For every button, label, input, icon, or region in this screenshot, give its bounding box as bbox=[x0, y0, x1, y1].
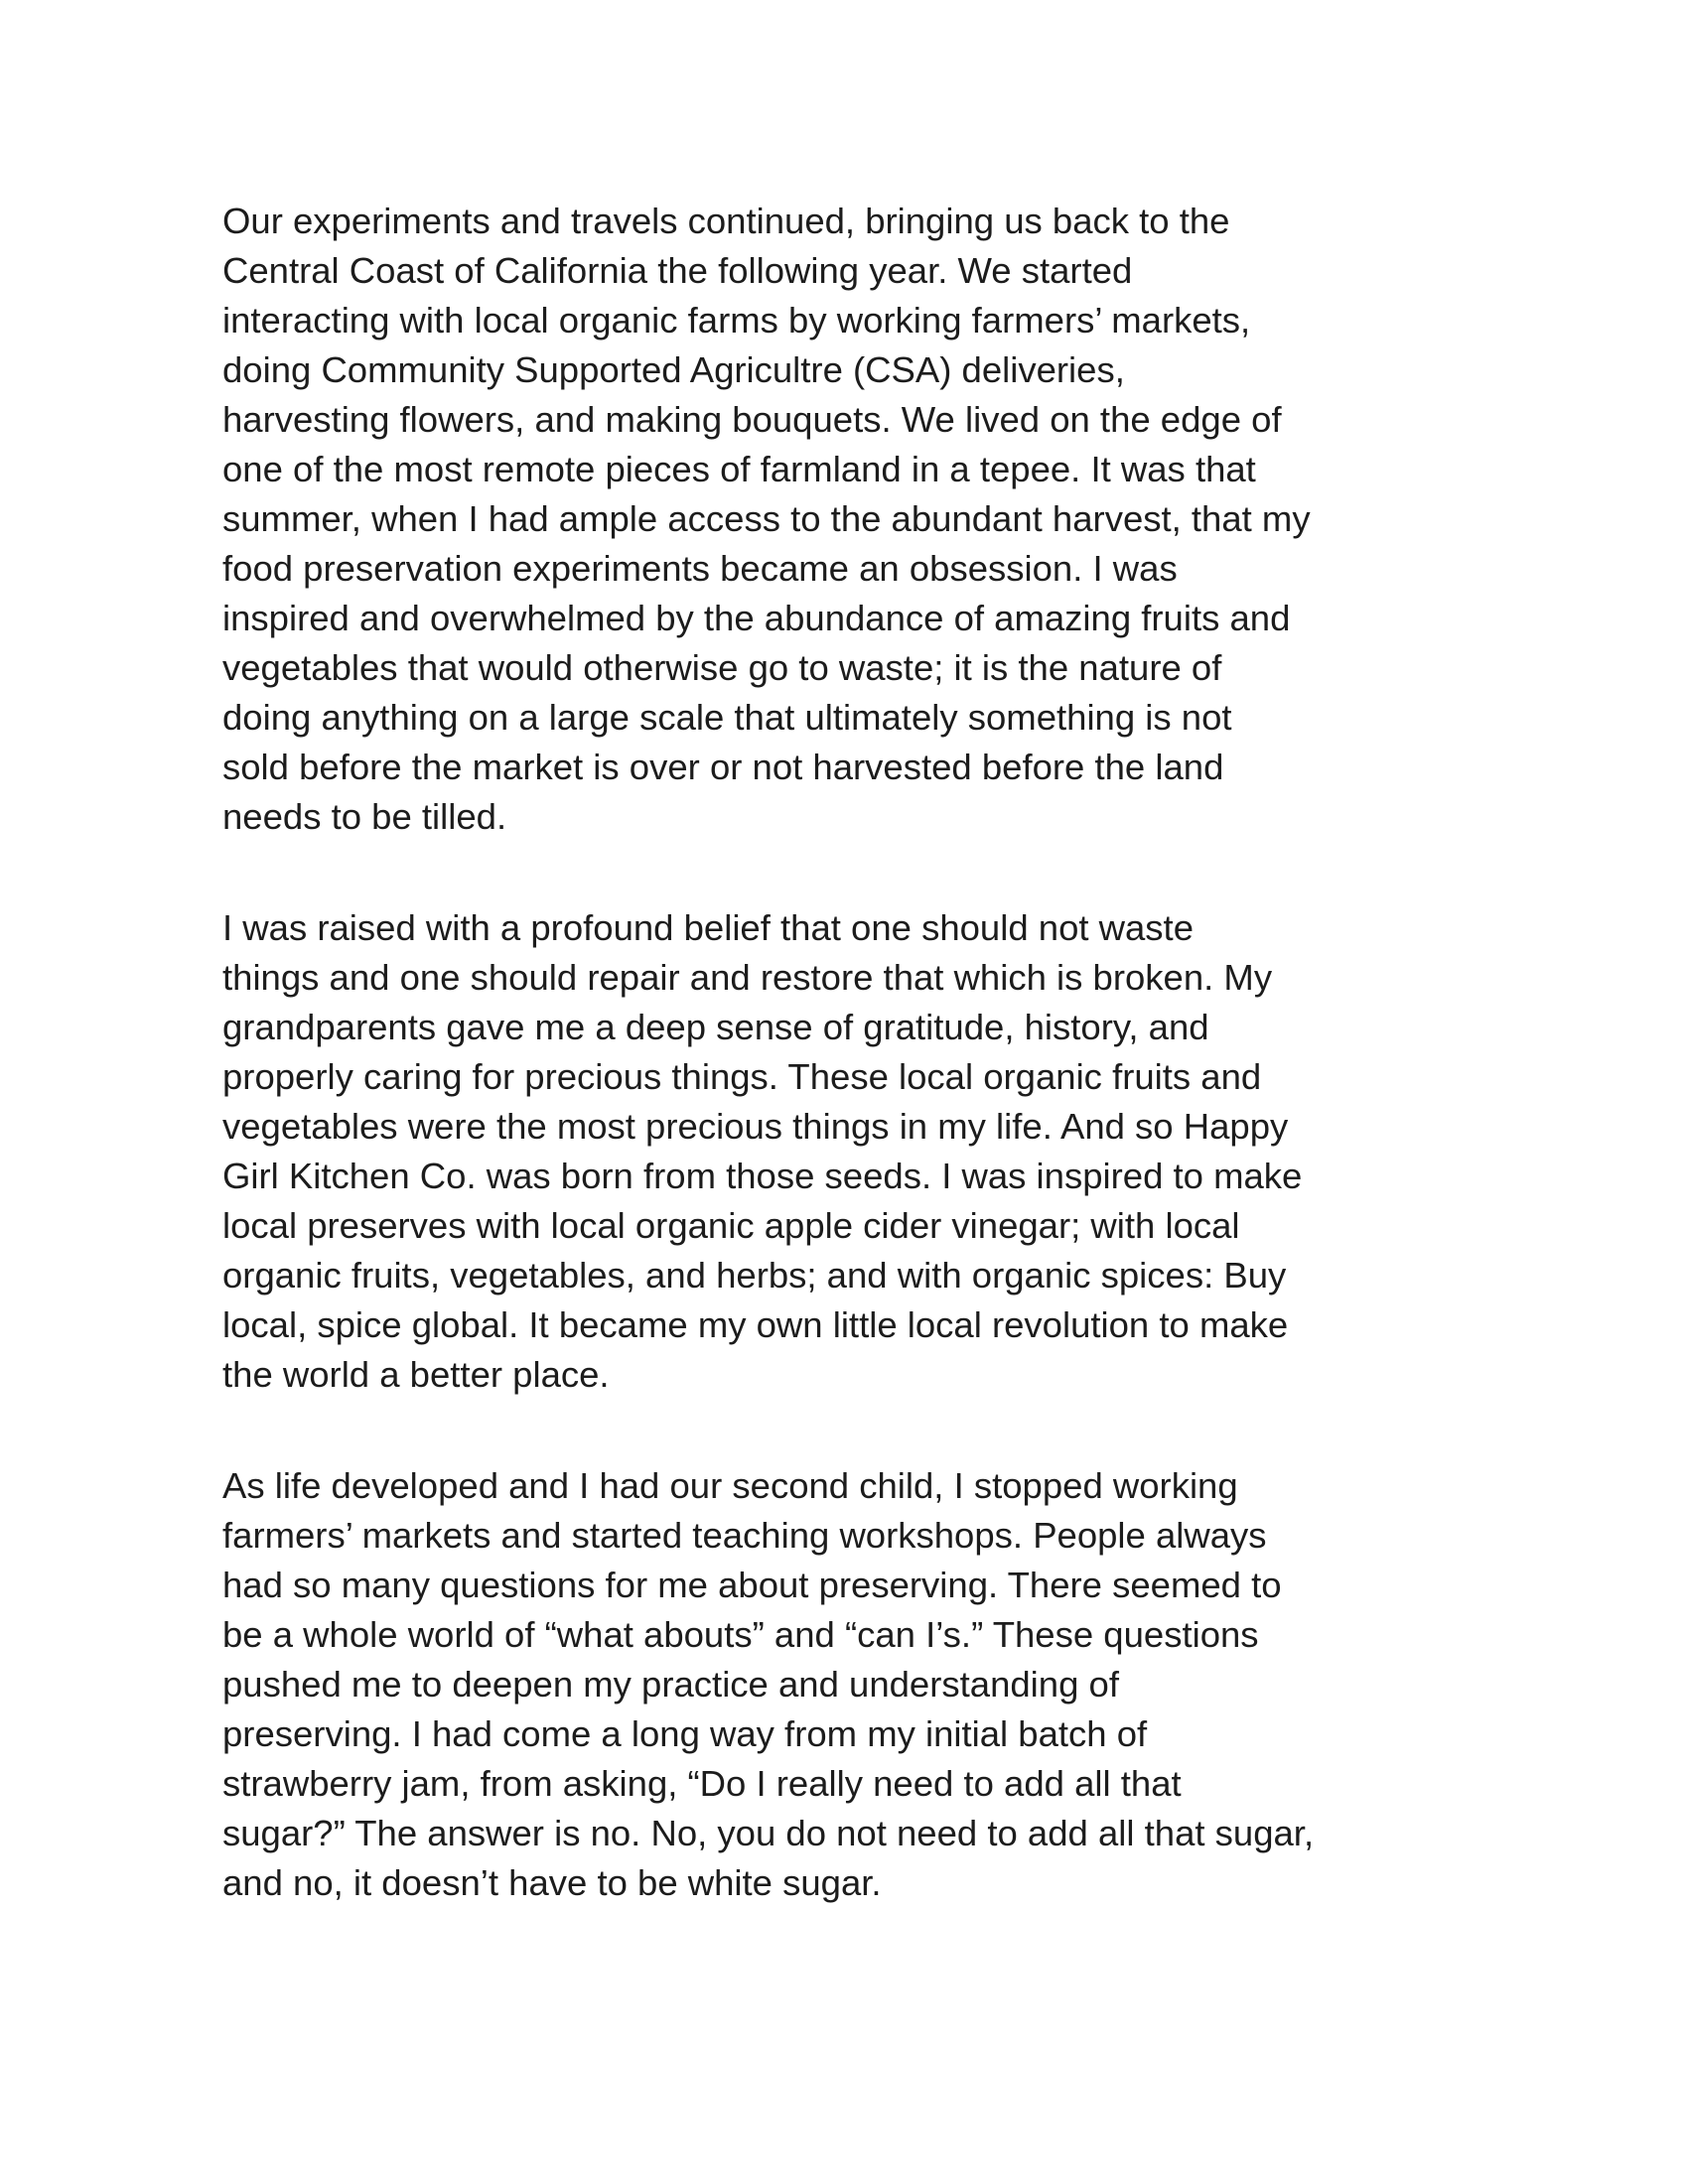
paragraph-line: vegetables were the most precious things in my life. And so Happy bbox=[222, 1106, 1289, 1147]
paragraph-line: harvesting flowers, and making bouquets. We lived on the edge of bbox=[222, 399, 1282, 440]
paragraph-3 bbox=[222, 1461, 1503, 1908]
paragraph-line: the world a better place. bbox=[222, 1354, 610, 1395]
paragraph-line: local, spice global. It became my own little local revolution to make bbox=[222, 1304, 1289, 1345]
paragraph-line: sold before the market is over or not harvested before the land bbox=[222, 747, 1224, 787]
paragraph-line: Central Coast of California the following year. We started bbox=[222, 250, 1133, 291]
paragraph-line: doing anything on a large scale that ultimately something is not bbox=[222, 697, 1232, 738]
paragraph-line: needs to be tilled. bbox=[222, 796, 507, 837]
paragraph-line: sugar?” The answer is no. No, you do not need to add all that sugar, bbox=[222, 1813, 1315, 1853]
paragraph-line: food preservation experiments became an obsession. I was bbox=[222, 548, 1178, 589]
paragraph-line: and no, it doesn’t have to be white sugar. bbox=[222, 1862, 882, 1903]
paragraph-line: As life developed and I had our second child, I stopped working bbox=[222, 1465, 1238, 1506]
paragraph-line: strawberry jam, from asking, “Do I really need to add all that bbox=[222, 1763, 1182, 1804]
paragraph-line: properly caring for precious things. These local organic fruits and bbox=[222, 1056, 1262, 1097]
paragraph-line: one of the most remote pieces of farmland in a tepee. It was that bbox=[222, 449, 1256, 489]
paragraph-line: inspired and overwhelmed by the abundance of amazing fruits and bbox=[222, 598, 1291, 638]
paragraph-1 bbox=[222, 197, 1503, 842]
paragraph-line: farmers’ markets and started teaching workshops. People always bbox=[222, 1515, 1267, 1556]
body-text bbox=[222, 197, 1503, 1970]
paragraph-2 bbox=[222, 903, 1503, 1400]
paragraph-line: things and one should repair and restore that which is broken. My bbox=[222, 957, 1273, 998]
paragraph-line: local preserves with local organic apple cider vinegar; with local bbox=[222, 1205, 1240, 1246]
paragraph-line: Girl Kitchen Co. was born from those seeds. I was inspired to make bbox=[222, 1156, 1303, 1196]
paragraph-line: doing Community Supported Agricultre (CSA) deliveries, bbox=[222, 349, 1125, 390]
paragraph-line: Our experiments and travels continued, bringing us back to the bbox=[222, 201, 1230, 241]
paragraph-line: I was raised with a profound belief that one should not waste bbox=[222, 907, 1194, 948]
paragraph-line: vegetables that would otherwise go to waste; it is the nature of bbox=[222, 647, 1222, 688]
paragraph-line: grandparents gave me a deep sense of gratitude, history, and bbox=[222, 1007, 1209, 1047]
paragraph-line: be a whole world of “what abouts” and “can I’s.” These questions bbox=[222, 1614, 1259, 1655]
paragraph-line: organic fruits, vegetables, and herbs; and with organic spices: Buy bbox=[222, 1255, 1287, 1296]
paragraph-line: had so many questions for me about preserving. There seemed to bbox=[222, 1565, 1282, 1605]
paragraph-line: pushed me to deepen my practice and understanding of bbox=[222, 1664, 1119, 1705]
paragraph-line: preserving. I had come a long way from my initial batch of bbox=[222, 1713, 1148, 1754]
paragraph-line: summer, when I had ample access to the abundant harvest, that my bbox=[222, 498, 1311, 539]
paragraph-line: interacting with local organic farms by working farmers’ markets, bbox=[222, 300, 1251, 341]
